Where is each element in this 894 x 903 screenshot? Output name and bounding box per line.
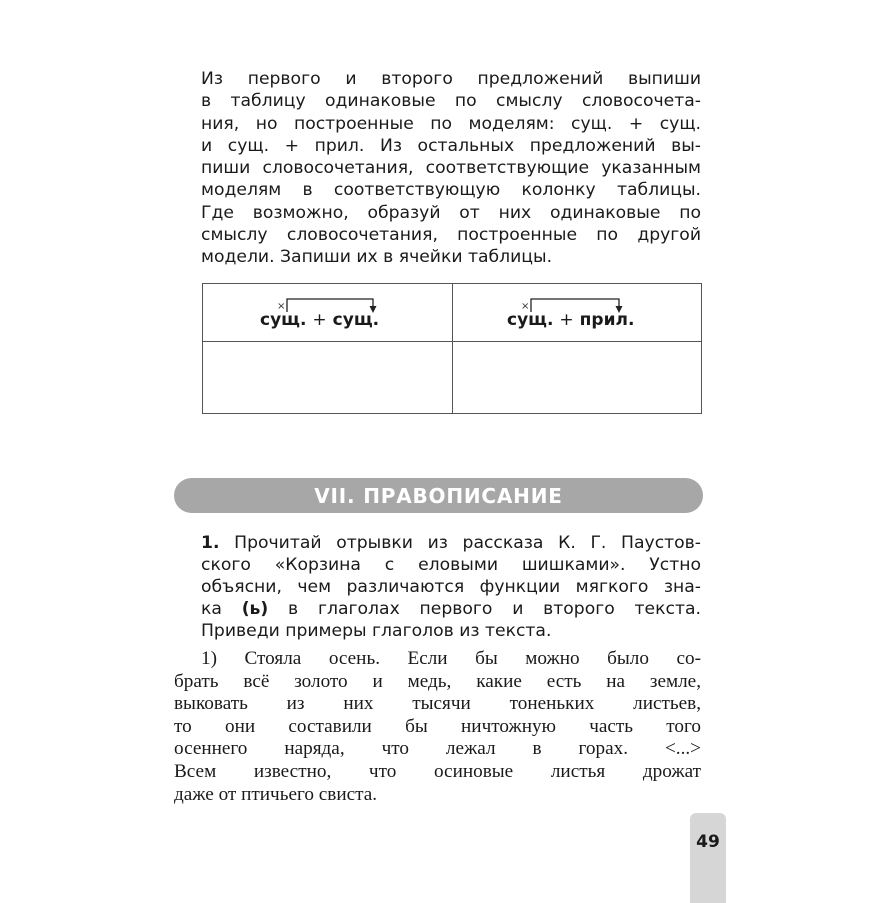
exercise-line: ка (ь) в глаголах первого и второго текста. — [201, 599, 701, 619]
task-instructions — [201, 68, 701, 269]
exercise-line: объясни, чем различаются функции мягкого зна- — [201, 577, 701, 597]
plus-sign: + — [312, 310, 327, 330]
excerpt-line: брать всё золото и медь, какие есть на земле, — [174, 670, 701, 692]
excerpt-line: выковать из них тысячи тоненьких листьев, — [174, 693, 701, 715]
model-label — [260, 310, 379, 330]
header-cell-noun-noun — [203, 284, 452, 341]
page-number-tab — [690, 813, 726, 903]
task-line: смыслу словосочетания, построенные по другой — [201, 225, 701, 246]
plus-sign: + — [559, 310, 574, 330]
answer-cell-noun-adjective[interactable] — [453, 342, 701, 413]
soft-sign-bold: (ь) — [241, 599, 269, 619]
task-line: Где возможно, образуй от них одинаковые по — [201, 202, 701, 223]
dependent-word: сущ. — [332, 310, 380, 330]
task-line: ния, но построенные по моделям: сущ. + сущ. — [201, 113, 701, 134]
task-line: пиши словосочетания, соответствующие указанным — [201, 158, 701, 179]
exercise-number: 1. — [201, 533, 220, 553]
main-word: сущ. — [260, 310, 307, 330]
excerpt-line: даже от птичьего свиста. — [174, 783, 378, 805]
exercise-line: Приведи примеры глаголов из текста. — [201, 621, 552, 641]
task-line: Из первого и второго предложений выпиши — [201, 69, 701, 89]
model-table — [202, 283, 702, 414]
excerpt-line: то они составили бы ничтожную часть того — [174, 715, 701, 737]
main-word-mark: × — [277, 301, 286, 312]
exercise-1-instructions — [201, 532, 701, 642]
literary-excerpt — [174, 648, 701, 806]
section-title: VII. ПРАВОПИСАНИЕ — [314, 483, 563, 508]
task-line: моделям в соответствующую колонку таблицы. — [201, 180, 701, 201]
excerpt-line: Всем известно, что осиновые листья дрожат — [174, 760, 701, 782]
excerpt-line: осеннего наряда, что лежал в горах. <...> — [174, 738, 701, 760]
page-number: 49 — [696, 832, 720, 852]
model-label — [507, 310, 634, 330]
main-word: сущ. — [507, 310, 554, 330]
section-header — [174, 478, 703, 513]
task-line: в таблицу одинаковые по смыслу словосочета- — [201, 91, 701, 112]
dependent-word: прил. — [579, 310, 635, 330]
task-line: модели. Запиши их в ячейки таблицы. — [201, 247, 553, 268]
task-line: и сущ. + прил. Из остальных предложений вы- — [201, 135, 701, 156]
excerpt-line: 1) Стояла осень. Если бы можно было со- — [201, 648, 701, 669]
header-cell-noun-adjective — [453, 284, 701, 341]
exercise-line: ского «Корзина с еловыми шишками». Устно — [201, 555, 701, 575]
answer-cell-noun-noun[interactable] — [203, 342, 452, 413]
exercise-line: 1. Прочитай отрывки из рассказа К. Г. Паустов- — [201, 533, 701, 553]
main-word-mark: × — [521, 301, 530, 312]
